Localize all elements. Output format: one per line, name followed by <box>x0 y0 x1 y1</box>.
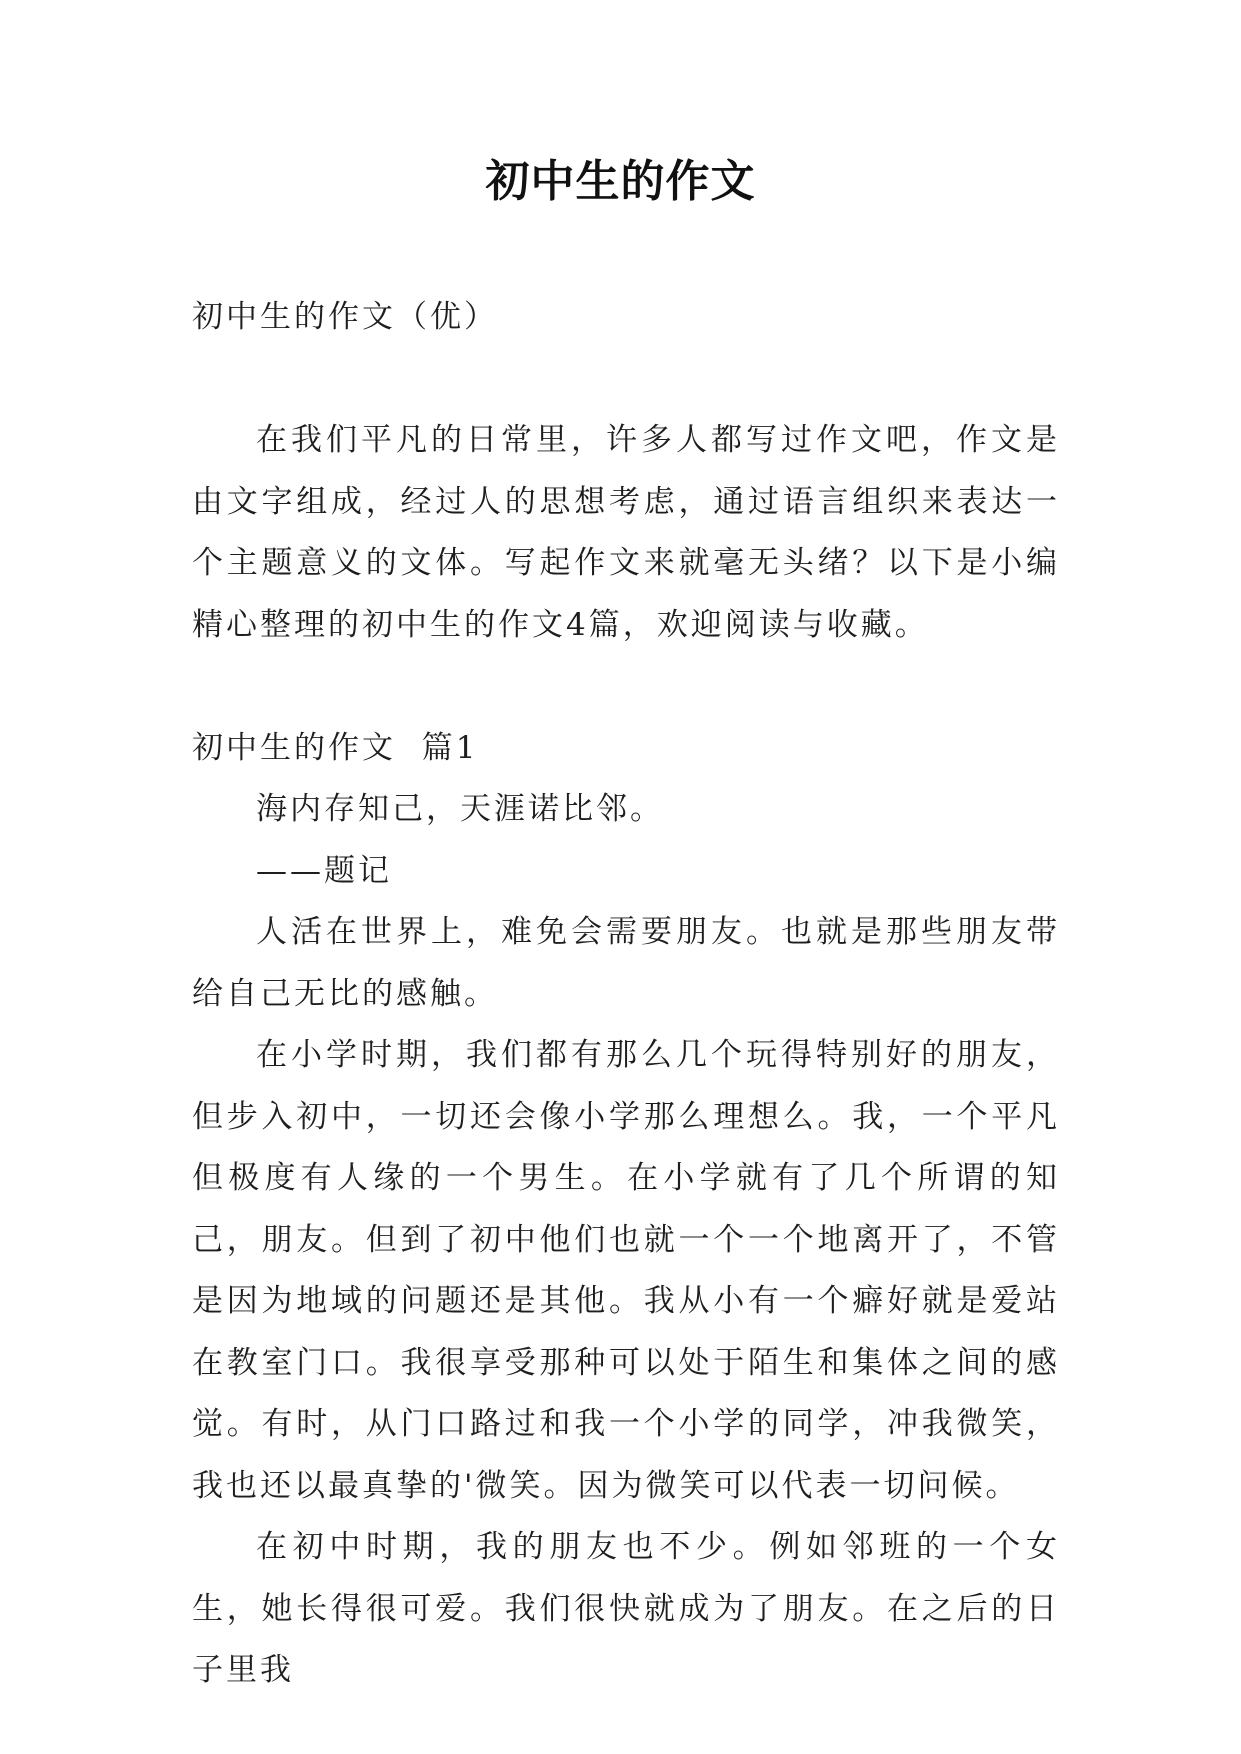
body-paragraph: 人活在世界上，难免会需要朋友。也就是那些朋友带给自己无比的感触。 <box>192 914 1060 1012</box>
epigraph-source: ——题记 <box>256 852 392 889</box>
epigraph: 海内存知己，天涯诺比邻。 <box>256 791 664 827</box>
document-body <box>192 287 1060 1702</box>
document-subtitle: 初中生的作文（优） <box>192 299 498 335</box>
intro-paragraph: 在我们平凡的日常里，许多人都写过作文吧，作文是由文字组成，经过人的思想考虑，通过语言组织来表达一个主题意义的文体。写起作文来就毫无头绪？以下是小编精心整理的初中生的作文4篇，欢迎阅读与收藏。 <box>192 422 1060 643</box>
document-title: 初中生的作文 <box>485 156 756 207</box>
section-heading: 初中生的作文 篇1 <box>192 729 479 766</box>
body-paragraph: 在初中时期，我的朋友也不少。例如邻班的一个女生，她长得很可爱。我们很快就成为了朋友。在之后的日子里我 <box>192 1529 1060 1688</box>
body-paragraph: 在小学时期，我们都有那么几个玩得特别好的朋友，但步入初中，一切还会像小学那么理想么。我，一个平凡但极度有人缘的一个男生。在小学就有了几个所谓的知己，朋友。但到了初中他们也就一个一个地离开了，不管是因为地域的问题还是其他。我从小有一个癖好就是爱站在教室门口。我很享受那种可以处于陌生和集体之间的感觉。有时，从门口路过和我一个小学的同学，冲我微笑，我也还以最真挚的'微笑。因为微笑可以代表一切问候。 <box>192 1037 1060 1504</box>
